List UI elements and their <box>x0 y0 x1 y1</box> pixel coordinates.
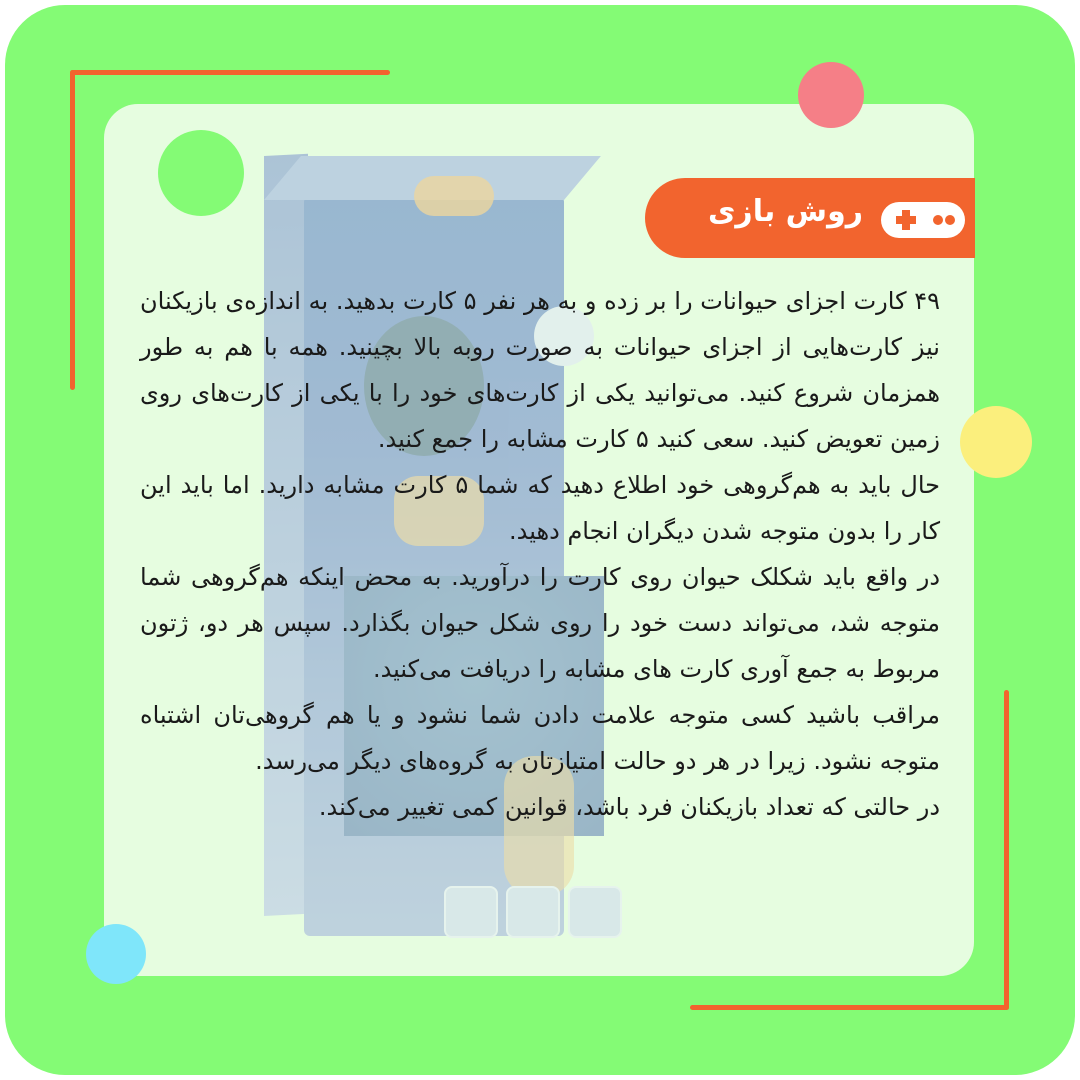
blue-circle <box>86 924 146 984</box>
corner-line-bottom <box>690 1005 1009 1010</box>
rules-paragraph: در حالتی که تعداد بازیکنان فرد باشد، قوانین کمی تغییر می‌کند. <box>318 793 940 821</box>
game-rules-text <box>140 278 940 830</box>
yellow-circle <box>960 406 1032 478</box>
rules-paragraph: حال باید به هم‌گروهی خود اطلاع دهید که شما ۵ کارت مشابه دارید. اما باید این کار را بدون متوجه شدن دیگران انجام دهید. <box>140 471 940 545</box>
green-circle <box>158 130 244 216</box>
corner-line-left <box>70 70 75 390</box>
gamepad-icon <box>880 201 966 239</box>
corner-line-right <box>1004 690 1009 1010</box>
pink-circle <box>798 62 864 128</box>
section-header <box>645 178 975 258</box>
rules-paragraph: ۴۹ کارت اجزای حیوانات را بر زده و به هر نفر ۵ کارت بدهید. به اندازه‌ی بازیکنان نیز کارت‌هایی از اجزای حیوانات به صورت روبه بالا بچینید. همه با هم به طور همزمان شروع کنید. می‌توانید یکی از کارت‌های خود را با یکی از کارت‌های روی زمین تعویض کنید. سعی کنید ۵ کارت مشابه را جمع کنید. <box>140 287 940 453</box>
rules-paragraph: مراقب باشید کسی متوجه علامت دادن شما نشود و یا هم گروهی‌تان اشتباه متوجه نشود. زیرا در هر دو حالت امتیازتان به گروه‌های دیگر می‌رسد. <box>140 701 940 775</box>
rules-paragraph: در واقع باید شکلک حیوان روی کارت را درآورید. به محض اینکه هم‌گروهی شما متوجه شد، می‌تواند دست خود را روی شکل حیوان بگذارد. سپس هر دو، ژتون مربوط به جمع آوری کارت های مشابه را دریافت می‌کنید. <box>140 563 940 683</box>
corner-line-top <box>70 70 390 75</box>
section-title: روش بازی <box>707 194 863 229</box>
